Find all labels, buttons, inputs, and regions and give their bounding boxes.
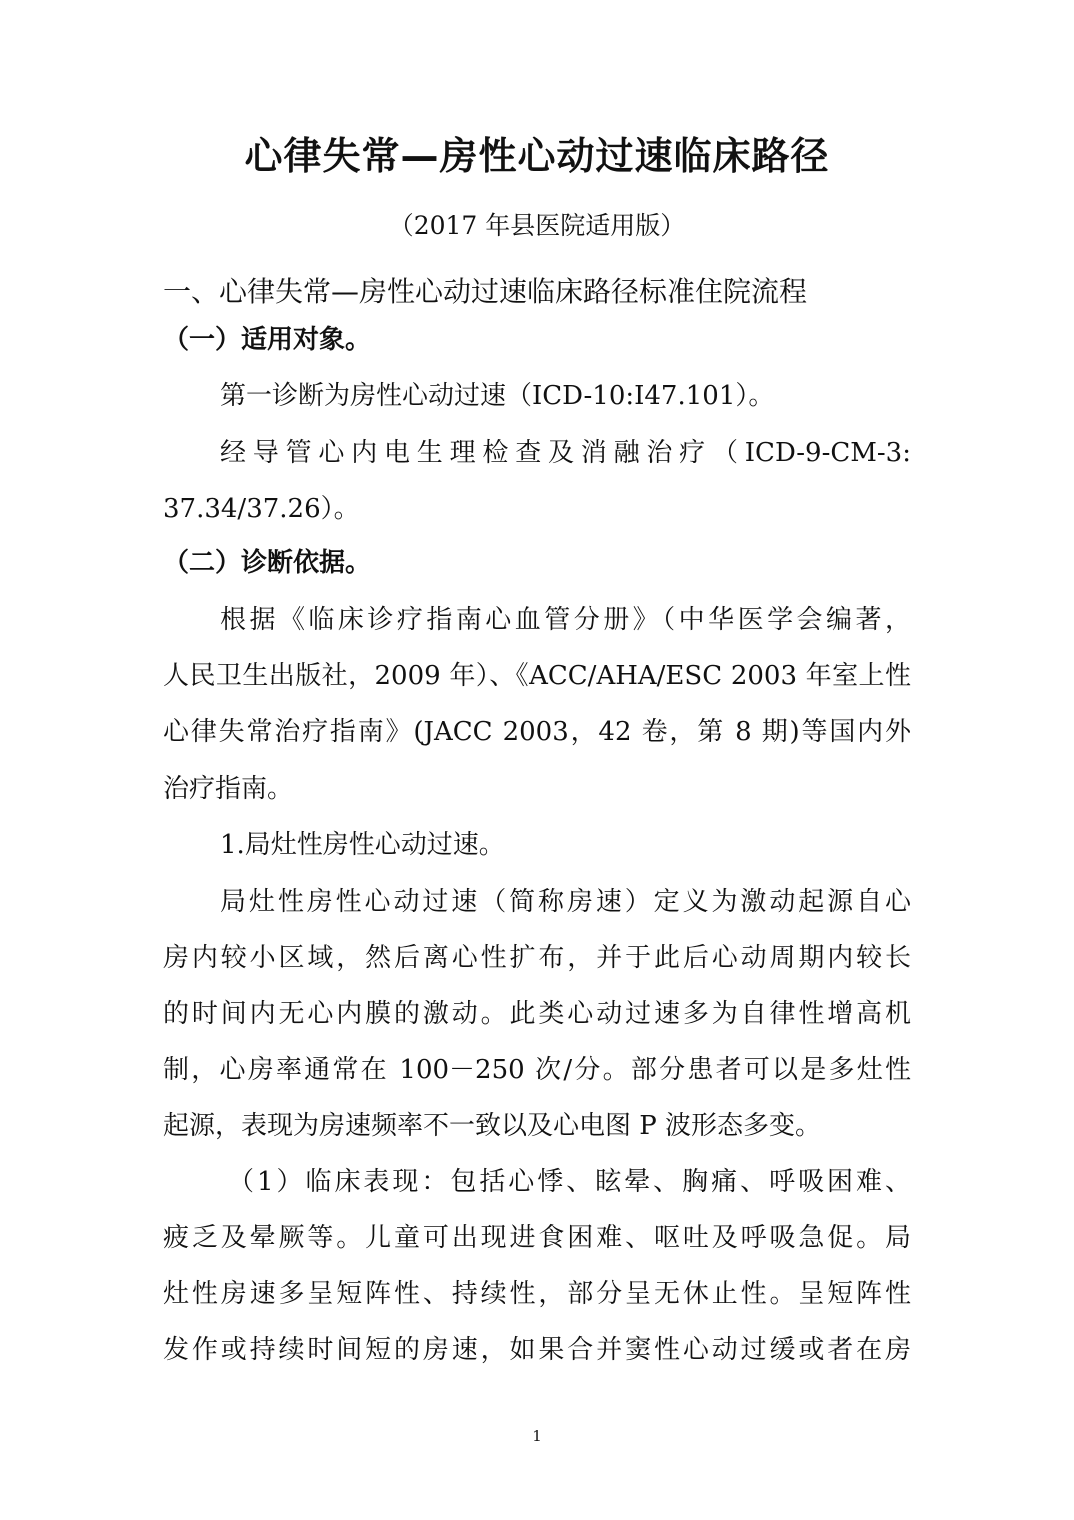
paragraph-line: 制，心房率通常在 100－250 次/分。部分患者可以是多灶性	[163, 1055, 911, 1085]
paragraph-line: 第一诊断为房性心动过速（ICD-10:I47.101）。	[220, 381, 775, 411]
paragraph-line: 灶性房速多呈短阵性、持续性，部分呈无休止性。呈短阵性	[163, 1279, 911, 1309]
paragraph-line: （1）临床表现：包括心悸、眩晕、胸痛、呼吸困难、	[228, 1167, 911, 1197]
paragraph-line: 人民卫生出版社，2009 年）、《ACC/AHA/ESC 2003 年室上性	[163, 661, 911, 691]
paragraph-line: 疲乏及晕厥等。儿童可出现进食困难、呕吐及呼吸急促。局	[163, 1223, 911, 1253]
item-heading-focal-at: 1.局灶性房性心动过速。	[220, 830, 505, 860]
page-number: 1	[532, 1427, 542, 1445]
paragraph-line: 心律失常治疗指南》(JACC 2003，42 卷，第 8 期)等国内外	[163, 717, 911, 747]
paragraph-line: 根据《临床诊疗指南心血管分册》（中华医学会编著，	[220, 605, 911, 635]
paragraph-line: 37.34/37.26）。	[163, 494, 360, 524]
section-heading-1: 一、心律失常—房性心动过速临床路径标准住院流程	[163, 275, 808, 308]
paragraph-line: 起源，表现为房速频率不一致以及心电图 P 波形态多变。	[163, 1111, 822, 1141]
paragraph-line: 房内较小区域，然后离心性扩布，并于此后心动周期内较长	[163, 943, 911, 973]
subsection-heading-diagnosis-basis: （二）诊断依据。	[163, 548, 372, 578]
document-title: 心律失常—房性心动过速临床路径	[244, 134, 830, 178]
paragraph-line: 局灶性房性心动过速（简称房速）定义为激动起源自心	[220, 887, 911, 917]
paragraph-line: 治疗指南。	[163, 774, 294, 804]
paragraph-line: 经导管心内电生理检查及消融治疗（ICD-9-CM-3:	[220, 438, 911, 468]
paragraph-line: 的时间内无心内膜的激动。此类心动过速多为自律性增高机	[163, 999, 911, 1029]
document-subtitle: （2017 年县医院适用版）	[388, 211, 686, 240]
subsection-heading-applicable-objects: （一）适用对象。	[163, 325, 372, 355]
paragraph-line: 发作或持续时间短的房速，如果合并窦性心动过缓或者在房	[163, 1335, 911, 1365]
